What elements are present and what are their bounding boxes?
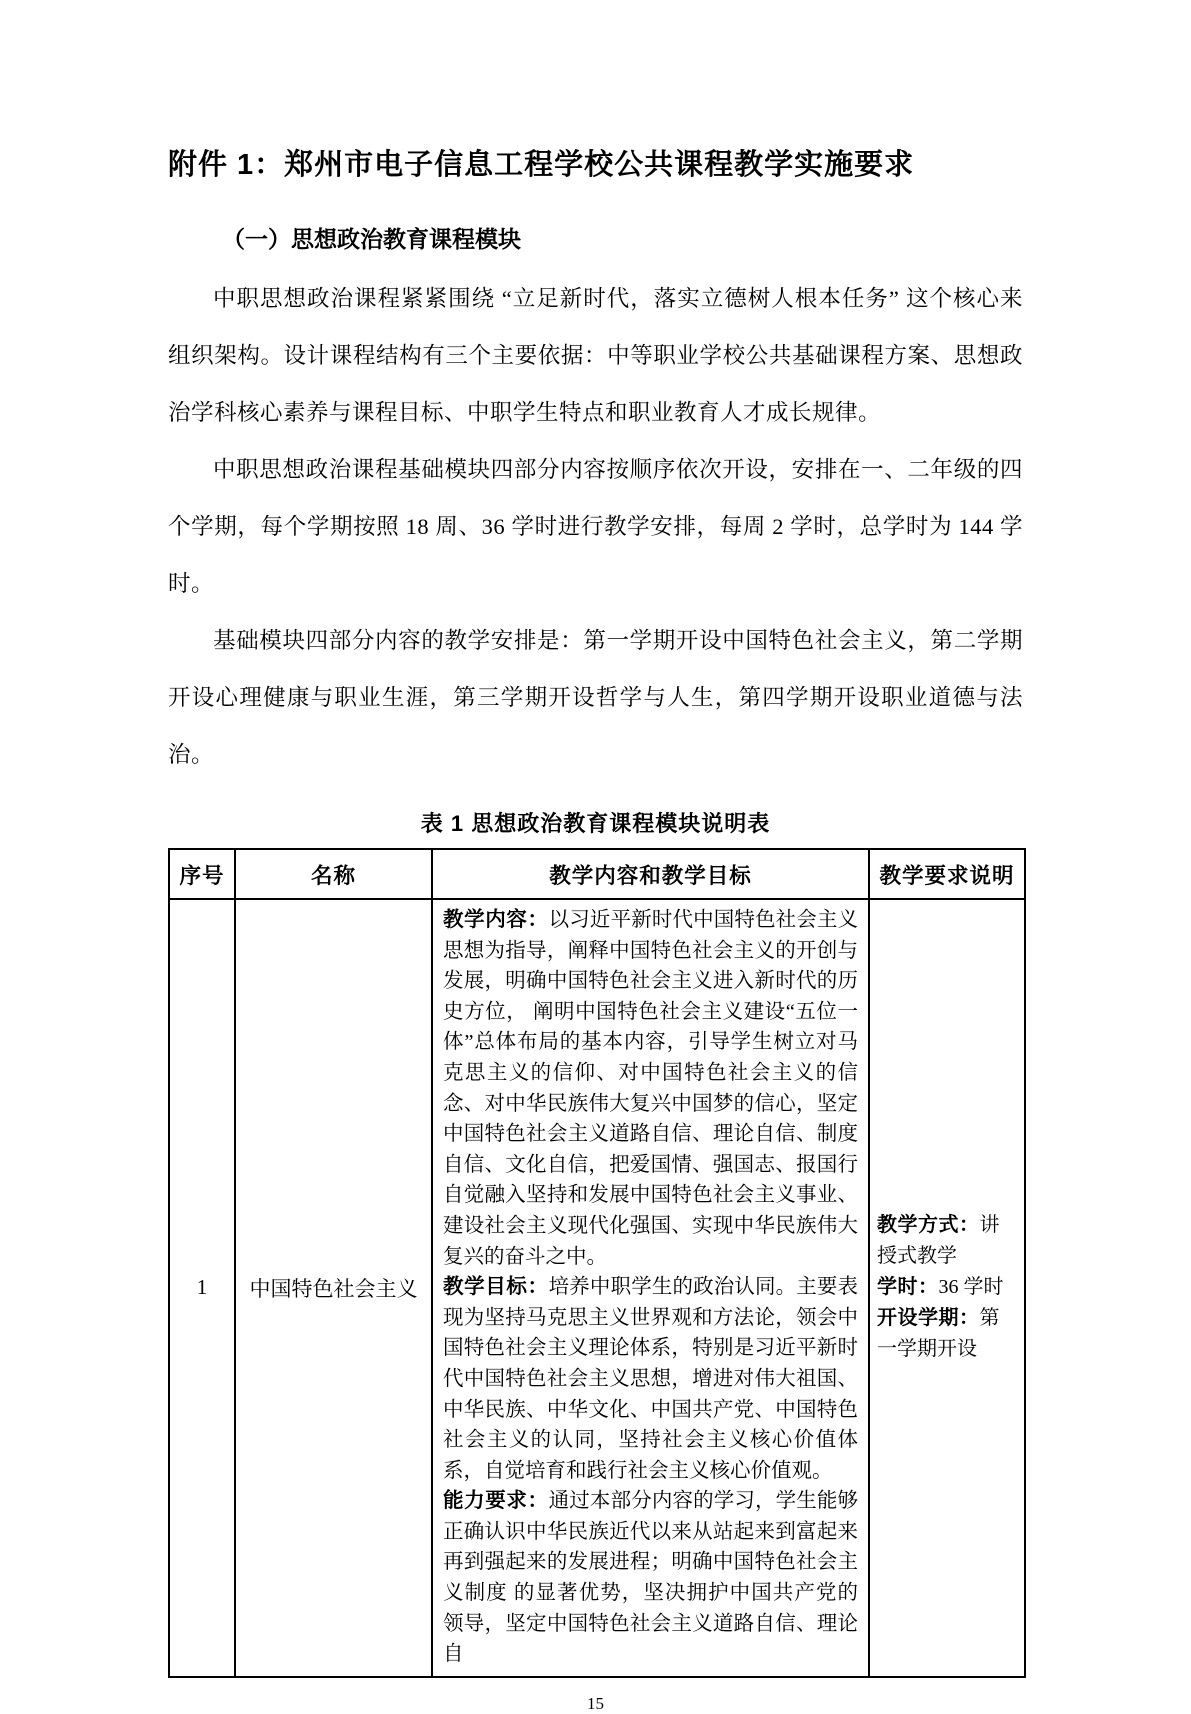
paragraph-2: 中职思想政治课程基础模块四部分内容按顺序依次开设，安排在一、二年级的四个学期，每个学期按照 18 周、36 学时进行教学安排，每周 2 学时，总学时为 144 学时。 (168, 457, 1023, 596)
cell-content-and-goals (432, 899, 869, 1677)
header-index: 序号 (169, 849, 235, 899)
ability-requirement-label: 能力要求： (443, 1490, 549, 1513)
class-hours-label: 学时： (877, 1276, 939, 1299)
ability-requirement-section (443, 1486, 858, 1670)
table-header-row (169, 849, 1025, 899)
class-hours (877, 1272, 1017, 1303)
teaching-content-label: 教学内容： (443, 909, 549, 931)
teaching-goal-text: 培养中职学生的政治认同。主要表现为坚持马克思主义世界观和方法论，领会中国特色社会主义理论体系，特别是习近平新时代中国特色社会主义思想，增进对伟大祖国、中华民族、中华文化、中国共产党、中国特色社会主义的认同，坚持社会主义核心价值体系，自觉培育和践行社会主义核心价值观。 (443, 1276, 859, 1482)
course-module-table (168, 848, 1026, 1678)
opening-semester-text: 第一学期开设 (877, 1307, 1000, 1361)
header-content: 教学内容和教学目标 (432, 849, 869, 899)
cell-course-name: 中国特色社会主义 (235, 899, 432, 1677)
body-paragraphs (168, 270, 1023, 783)
teaching-content-text: 以习近平新时代中国特色社会主义思想为指导，阐释中国特色社会主义的开创与发展，明确中国特色社会主义进入新时代的历史方位， 阐明中国特色社会主义建设“五位一体”总体布局的基本内容，引导学生树立对马克思主义的信仰、对中国特色社会主义的信念、对中华民族伟大复兴中国梦的信心，坚定中国特色社会主义道路自信、理论自信、制度自信、文化自信，把爱国情、强国志、报国行自觉融入坚持和发展中国特色社会主义事业、建设社会主义现代化强国、实现中华民族伟大复兴的奋斗之中。 (443, 909, 859, 1268)
teaching-goal-label: 教学目标： (443, 1276, 549, 1299)
header-name: 名称 (235, 849, 432, 899)
teaching-method-text: 讲授式教学 (877, 1214, 1000, 1268)
header-requirements: 教学要求说明 (869, 849, 1025, 899)
opening-semester (877, 1303, 1017, 1365)
paragraph-1: 中职思想政治课程紧紧围绕 “立足新时代，落实立德树人根本任务” 这个核心来组织架构。设计课程结构有三个主要依据：中等职业学校公共基础课程方案、思想政治学科核心素养与课程目标、中职学生特点和职业教育人才成长规律。 (168, 286, 1023, 425)
teaching-method (877, 1210, 1017, 1272)
page-number: 15 (587, 1693, 604, 1713)
table-caption: 表 1 思想政治教育课程模块说明表 (420, 811, 771, 836)
paragraph-3: 基础模块四部分内容的教学安排是：第一学期开设中国特色社会主义，第二学期开设心理健康与职业生涯，第三学期开设哲学与人生，第四学期开设职业道德与法治。 (168, 628, 1023, 767)
teaching-method-label: 教学方式： (877, 1214, 980, 1237)
teaching-goal-section (443, 1272, 858, 1486)
document-title: 附件 1：郑州市电子信息工程学校公共课程教学实施要求 (168, 149, 915, 181)
section-heading: （一）思想政治教育课程模块 (222, 226, 521, 252)
cell-teaching-requirements (869, 899, 1025, 1677)
opening-semester-label: 开设学期： (877, 1307, 980, 1330)
ability-requirement-text: 通过本部分内容的学习，学生能够正确认识中华民族近代以来从站起来到富起来再到强起来的发展进程；明确中国特色社会主义制度 的显著优势，坚决拥护中国共产党的领导，坚定中国特色社会主义道路自信、理论自 (443, 1490, 859, 1666)
cell-index: 1 (169, 899, 235, 1677)
teaching-content-section (443, 905, 858, 1272)
class-hours-text: 36 学时 (938, 1276, 1004, 1299)
table-row (169, 899, 1025, 1677)
